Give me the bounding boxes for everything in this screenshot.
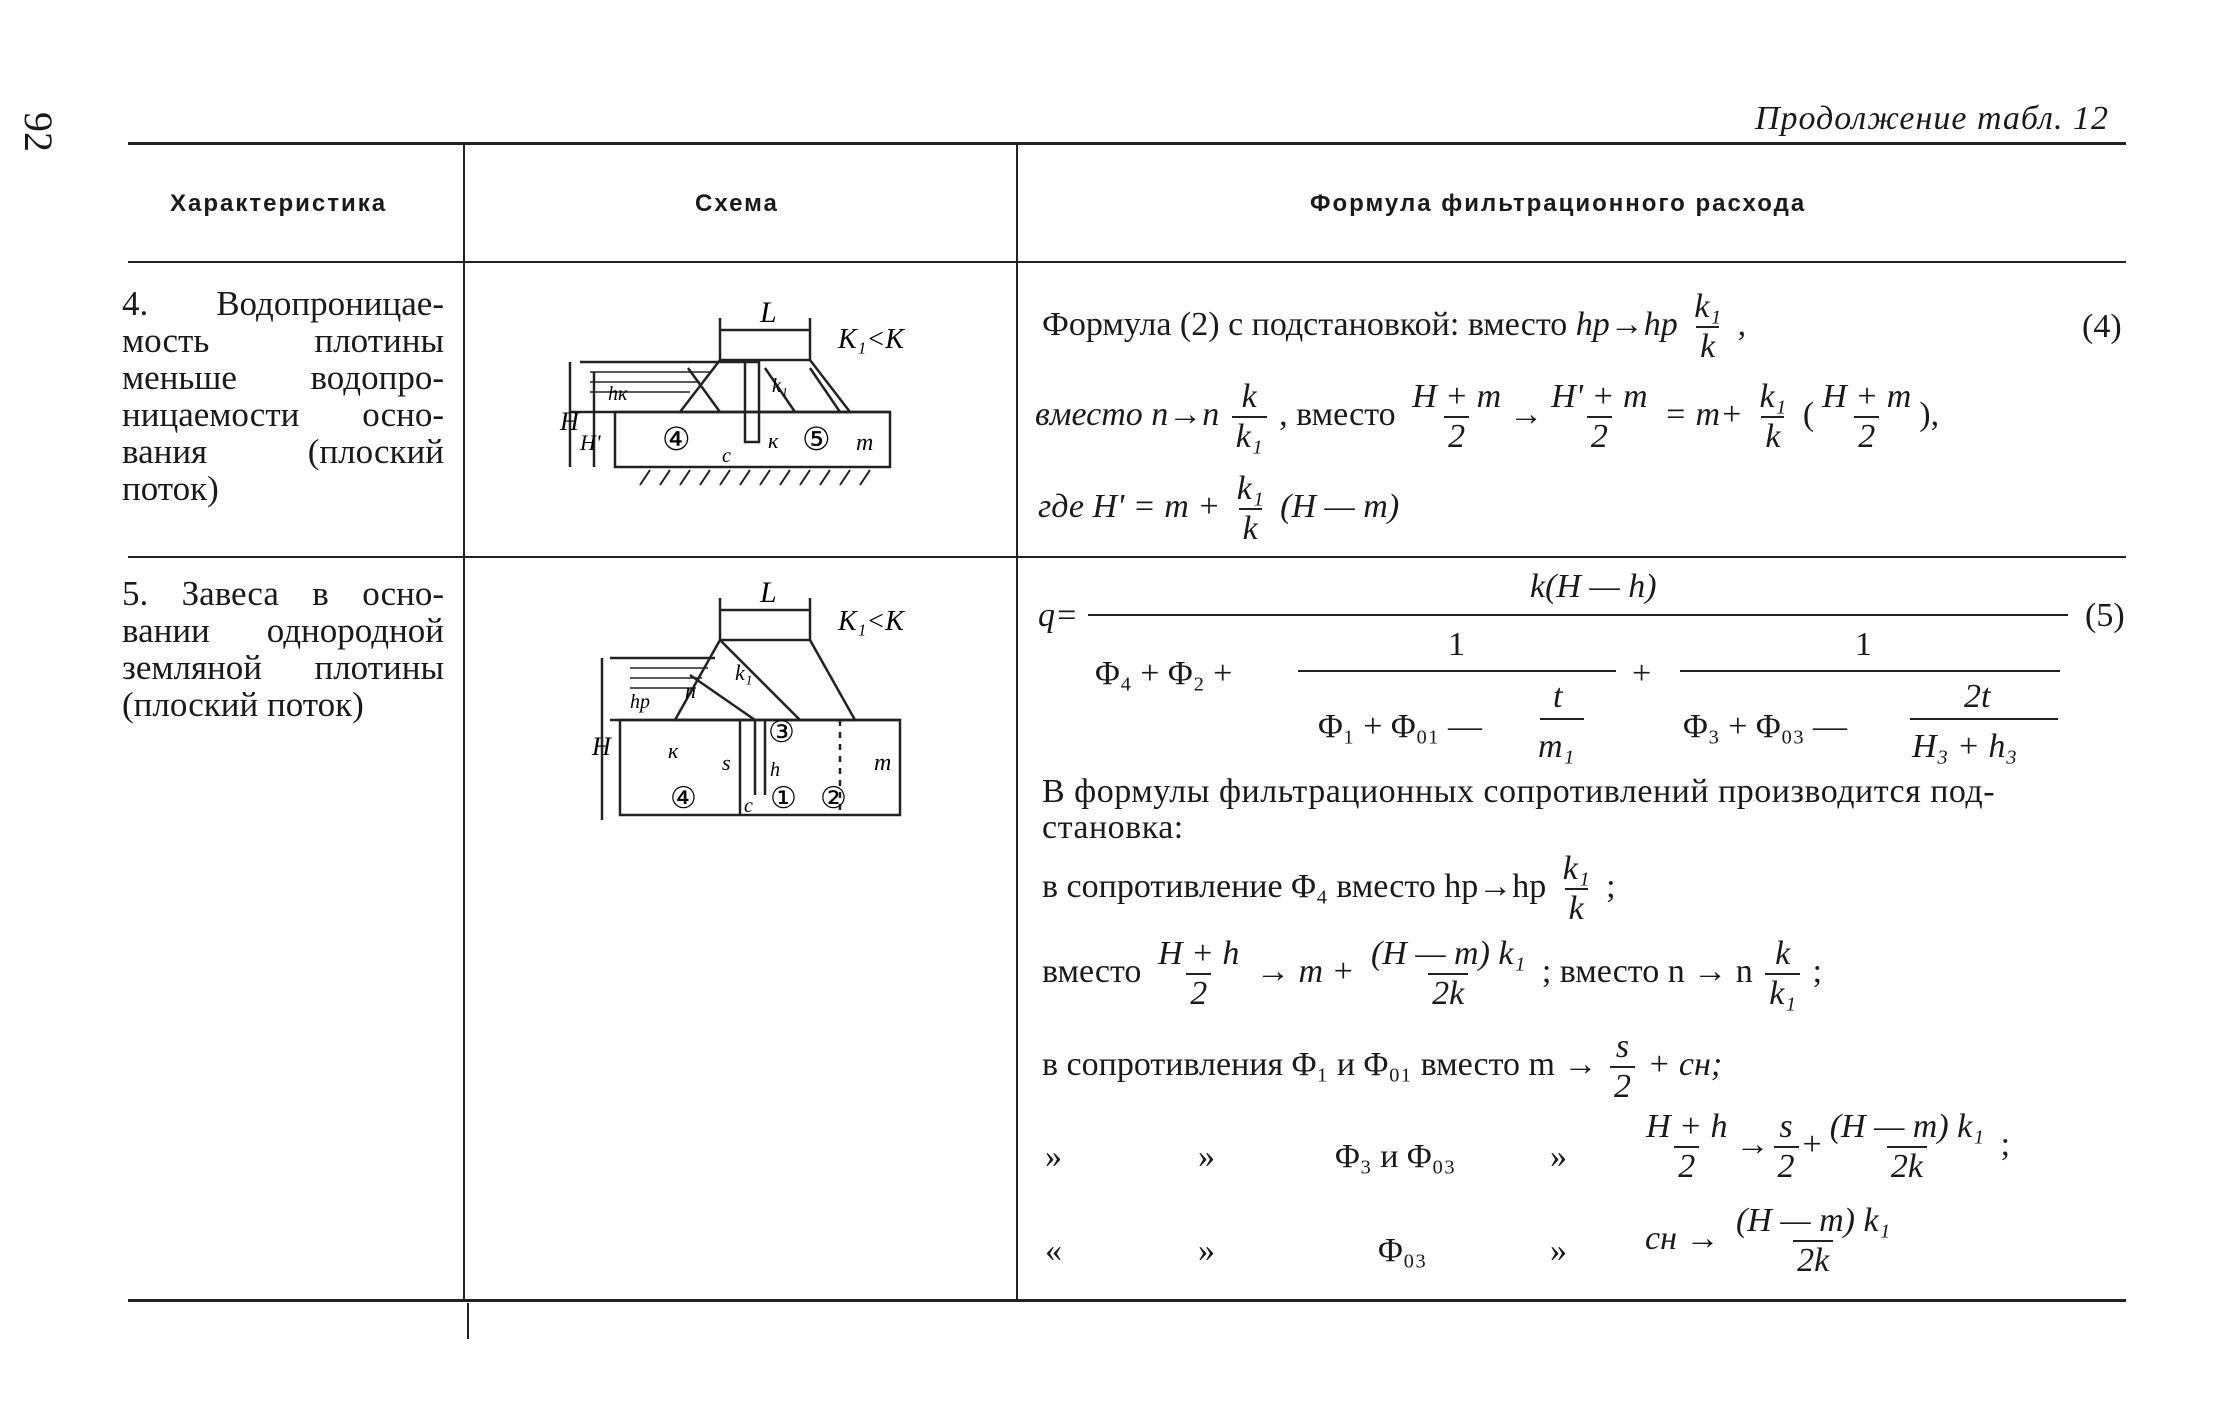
page-number: 92 bbox=[16, 112, 61, 152]
row5-q: q= bbox=[1038, 597, 1078, 634]
row5-phi3-phi03: Φ₃ + Φ₀₃ — bbox=[1683, 708, 1847, 745]
row5-phi03: Φ₀₃ bbox=[1378, 1232, 1427, 1269]
scheme5-label-zone3: ③ bbox=[768, 716, 795, 749]
row5-ditto-6: » bbox=[1550, 1232, 1567, 1269]
row5-subst-3 bbox=[1042, 1028, 1722, 1106]
row-divider bbox=[128, 556, 2126, 558]
row5-cn-arrow: cн → bbox=[1645, 1219, 1720, 1257]
row5-one-b: 1 bbox=[1855, 626, 1872, 663]
scheme-label-hk: hк bbox=[608, 383, 628, 405]
col-divider-2 bbox=[1016, 145, 1018, 1299]
scheme5-label-c: c bbox=[744, 795, 753, 817]
scheme5-label-n: n bbox=[685, 678, 696, 703]
row5-frac-hmk1: $\frac{\text{(H — m) k₁}}{2k}$ bbox=[1370, 935, 1526, 1012]
scheme5-label-zone1: ① bbox=[770, 782, 797, 815]
row5-sub-bar-a bbox=[1298, 670, 1616, 672]
row5-note: В формулы фильтрационных сопротивлений производится под-становка: bbox=[1042, 773, 1996, 846]
row5-two-t: 2t bbox=[1964, 678, 1991, 715]
scheme5-label-m: m bbox=[874, 750, 892, 776]
scheme-label-m: m bbox=[856, 430, 874, 456]
header-formula: Формула фильтрационного расхода bbox=[1310, 190, 1807, 217]
table-bottom-rule bbox=[128, 1299, 2126, 1302]
col-divider-tail bbox=[467, 1303, 469, 1339]
row5-frac-k-k1: $\frac{k}{\text{k₁}}$ bbox=[1765, 935, 1800, 1013]
row4-frac-hm: $\frac{H + m}{2}$ bbox=[1412, 378, 1502, 455]
row5-one-a: 1 bbox=[1448, 626, 1465, 663]
row5-frac-s-2-b: $\frac{s}{2}$ bbox=[1774, 1108, 1799, 1186]
table-top-rule bbox=[128, 142, 2126, 145]
row4-line1-text: Формула (2) с подстановкой: вместо bbox=[1042, 305, 1568, 343]
row4-line2-b: , вместо bbox=[1279, 395, 1396, 433]
row5-s3b: + cн; bbox=[1647, 1045, 1723, 1083]
row5-ditto-1: » bbox=[1045, 1138, 1062, 1175]
scheme5-label-H: H bbox=[592, 732, 611, 761]
row5-phi1-phi01: Φ₁ + Φ₀₁ — bbox=[1318, 708, 1482, 745]
row5-frac-hmk1-c: $\frac{\text{(H — m) k₁}}{2k}$ bbox=[1735, 1202, 1891, 1279]
row5-subst-5 bbox=[1645, 1202, 1898, 1280]
scheme-label-c: c bbox=[722, 445, 731, 467]
row5-ditto-4: « bbox=[1045, 1232, 1062, 1269]
row5-plus: + bbox=[1632, 655, 1652, 692]
scheme5-label-k: к bbox=[668, 738, 679, 763]
row5-subst-4: $\frac{H + h}{2}$ → $\frac{s}{2}$ + $\frac{\text{(H — m) k₁}}{2k}$ ; bbox=[1638, 1108, 2010, 1186]
row4-frac-k1-k-b: $\frac{\text{k₁}}{k}$ bbox=[1759, 378, 1787, 455]
row4-line1-expr: hp→hp bbox=[1575, 305, 1678, 343]
scheme5-label-hp: hр bbox=[630, 691, 650, 713]
row5-ditto-2: » bbox=[1198, 1138, 1215, 1175]
scheme5-label-zone2: ② bbox=[820, 782, 847, 815]
row4-scheme bbox=[550, 300, 910, 490]
scheme-label-zone4: ④ bbox=[662, 421, 691, 457]
row5-h3sum: H₃ + h₃ bbox=[1912, 728, 2018, 765]
row5-eq-number: (5) bbox=[2085, 597, 2125, 634]
row4-formula-line2: вместо n→n $\frac{k}{\text{k₁}}$ , вместо $\frac{H + m}{2}$ → $\frac{H' + m}{2}$ = m+ $\frac{\text{k₁}}{k}$ ( $\frac{H + m}{2}$ ), bbox=[1035, 378, 1940, 455]
scheme5-label-h: h bbox=[770, 759, 780, 781]
row5-t: t bbox=[1553, 678, 1563, 715]
scheme-label-L: L bbox=[760, 300, 777, 329]
row5-s1-text: в сопротивление Φ₄ вместо hр→hр bbox=[1042, 867, 1547, 905]
row5-frac-k1-k: $\frac{\text{k₁}}{k}$ bbox=[1562, 850, 1590, 927]
scheme-label-k: к bbox=[768, 428, 779, 453]
row4-characteristic: 4. Водопроницае-мость плотины меньше водопро-ницаемости осно-вания (плоский поток) bbox=[122, 284, 444, 508]
header-rule bbox=[128, 261, 2126, 263]
scheme-label-ratio: K₁<K bbox=[838, 324, 904, 355]
row5-frac-hmk1-b: $\frac{\text{(H — m) k₁}}{2k}$ bbox=[1829, 1108, 1985, 1185]
scheme-label-Hp: H' bbox=[580, 430, 601, 455]
row5-m1: m₁ bbox=[1538, 728, 1575, 765]
row4-line2-a: вместо n→n bbox=[1035, 395, 1220, 433]
row4-eq-m: = m+ bbox=[1664, 395, 1743, 433]
scheme5-label-zone4: ④ bbox=[670, 782, 697, 815]
row4-frac-k1-k: $\frac{\text{k₁}}{k}$ bbox=[1694, 288, 1722, 365]
table-continuation-title: Продолжение табл. 12 bbox=[1754, 100, 2109, 137]
scheme-label-H: H bbox=[560, 407, 579, 436]
row5-main-fraction-bar bbox=[1088, 614, 2068, 616]
row5-ditto-3: » bbox=[1550, 1138, 1567, 1175]
row5-subst-2: вместо $\frac{H + h}{2}$ → m + $\frac{\text{(H — m) k₁}}{2k}$ ; вместо n → n $\frac{k}{\text{k₁}}$ ; bbox=[1042, 935, 1823, 1012]
scheme5-label-L: L bbox=[760, 580, 777, 609]
row4-where: где H' = m + bbox=[1038, 487, 1221, 525]
row5-numerator: k(H — h) bbox=[1530, 568, 1657, 605]
row5-scheme bbox=[590, 580, 930, 840]
row4-eq-number: (4) bbox=[2082, 308, 2122, 345]
row5-frac-s-2: $\frac{s}{2}$ bbox=[1610, 1028, 1635, 1106]
header-characteristic: Характеристика bbox=[170, 190, 388, 217]
row4-formula-line1: Формула (2) с подстановкой: вместо hp→hp $\frac{\text{k₁}}{k}$ , bbox=[1042, 288, 1747, 365]
row4-formula-line3 bbox=[1038, 470, 1399, 548]
scheme5-label-k1: k₁ bbox=[735, 660, 753, 685]
row5-2t-bar bbox=[1910, 718, 2058, 720]
row5-frac-hh: $\frac{H + h}{2}$ bbox=[1157, 935, 1240, 1012]
row4-frac-k1-k-c: $\frac{\text{k₁}}{k}$ bbox=[1236, 470, 1264, 547]
row5-s2a: вместо bbox=[1042, 952, 1142, 990]
row5-frac-hh-b: $\frac{H + h}{2}$ bbox=[1646, 1108, 1728, 1185]
col-divider-1 bbox=[463, 145, 465, 1299]
row4-frac-k-k1: $\frac{k}{\text{k₁}}$ bbox=[1232, 378, 1267, 456]
row4-hminusm: (H — m) bbox=[1280, 487, 1400, 525]
row5-s2c: ; вместо n → n bbox=[1541, 952, 1753, 990]
row5-s2b: → m + bbox=[1255, 952, 1355, 990]
row5-phi3-and: Φ₃ и Φ₀₃ bbox=[1335, 1138, 1456, 1175]
scheme-label-zone5: ⑤ bbox=[802, 421, 831, 457]
scheme-label-k1: k₁ bbox=[772, 375, 788, 397]
row5-sub-bar-b bbox=[1680, 670, 2060, 672]
row5-ditto-5: » bbox=[1198, 1232, 1215, 1269]
row5-t-bar bbox=[1540, 718, 1584, 720]
scheme5-label-ratio: K₁<K bbox=[838, 606, 904, 637]
row5-s3: в сопротивления Φ₁ и Φ₀₁ вместо m → bbox=[1042, 1045, 1598, 1083]
row4-frac-hm-b: $\frac{H + m}{2}$ bbox=[1822, 378, 1912, 455]
row5-characteristic: 5. Завеса в осно-вании однородной земляной плотины (плоский поток) bbox=[122, 574, 444, 724]
scheme5-label-s: s bbox=[722, 750, 731, 775]
row4-frac-hpm: $\frac{H' + m}{2}$ bbox=[1551, 378, 1648, 455]
header-scheme: Схема bbox=[695, 190, 779, 217]
row5-phi4-phi2: Φ₄ + Φ₂ + bbox=[1095, 655, 1233, 692]
row5-subst-1: в сопротивление Φ₄ вместо hр→hр $\frac{\text{k₁}}{k}$ ; bbox=[1042, 850, 1616, 927]
